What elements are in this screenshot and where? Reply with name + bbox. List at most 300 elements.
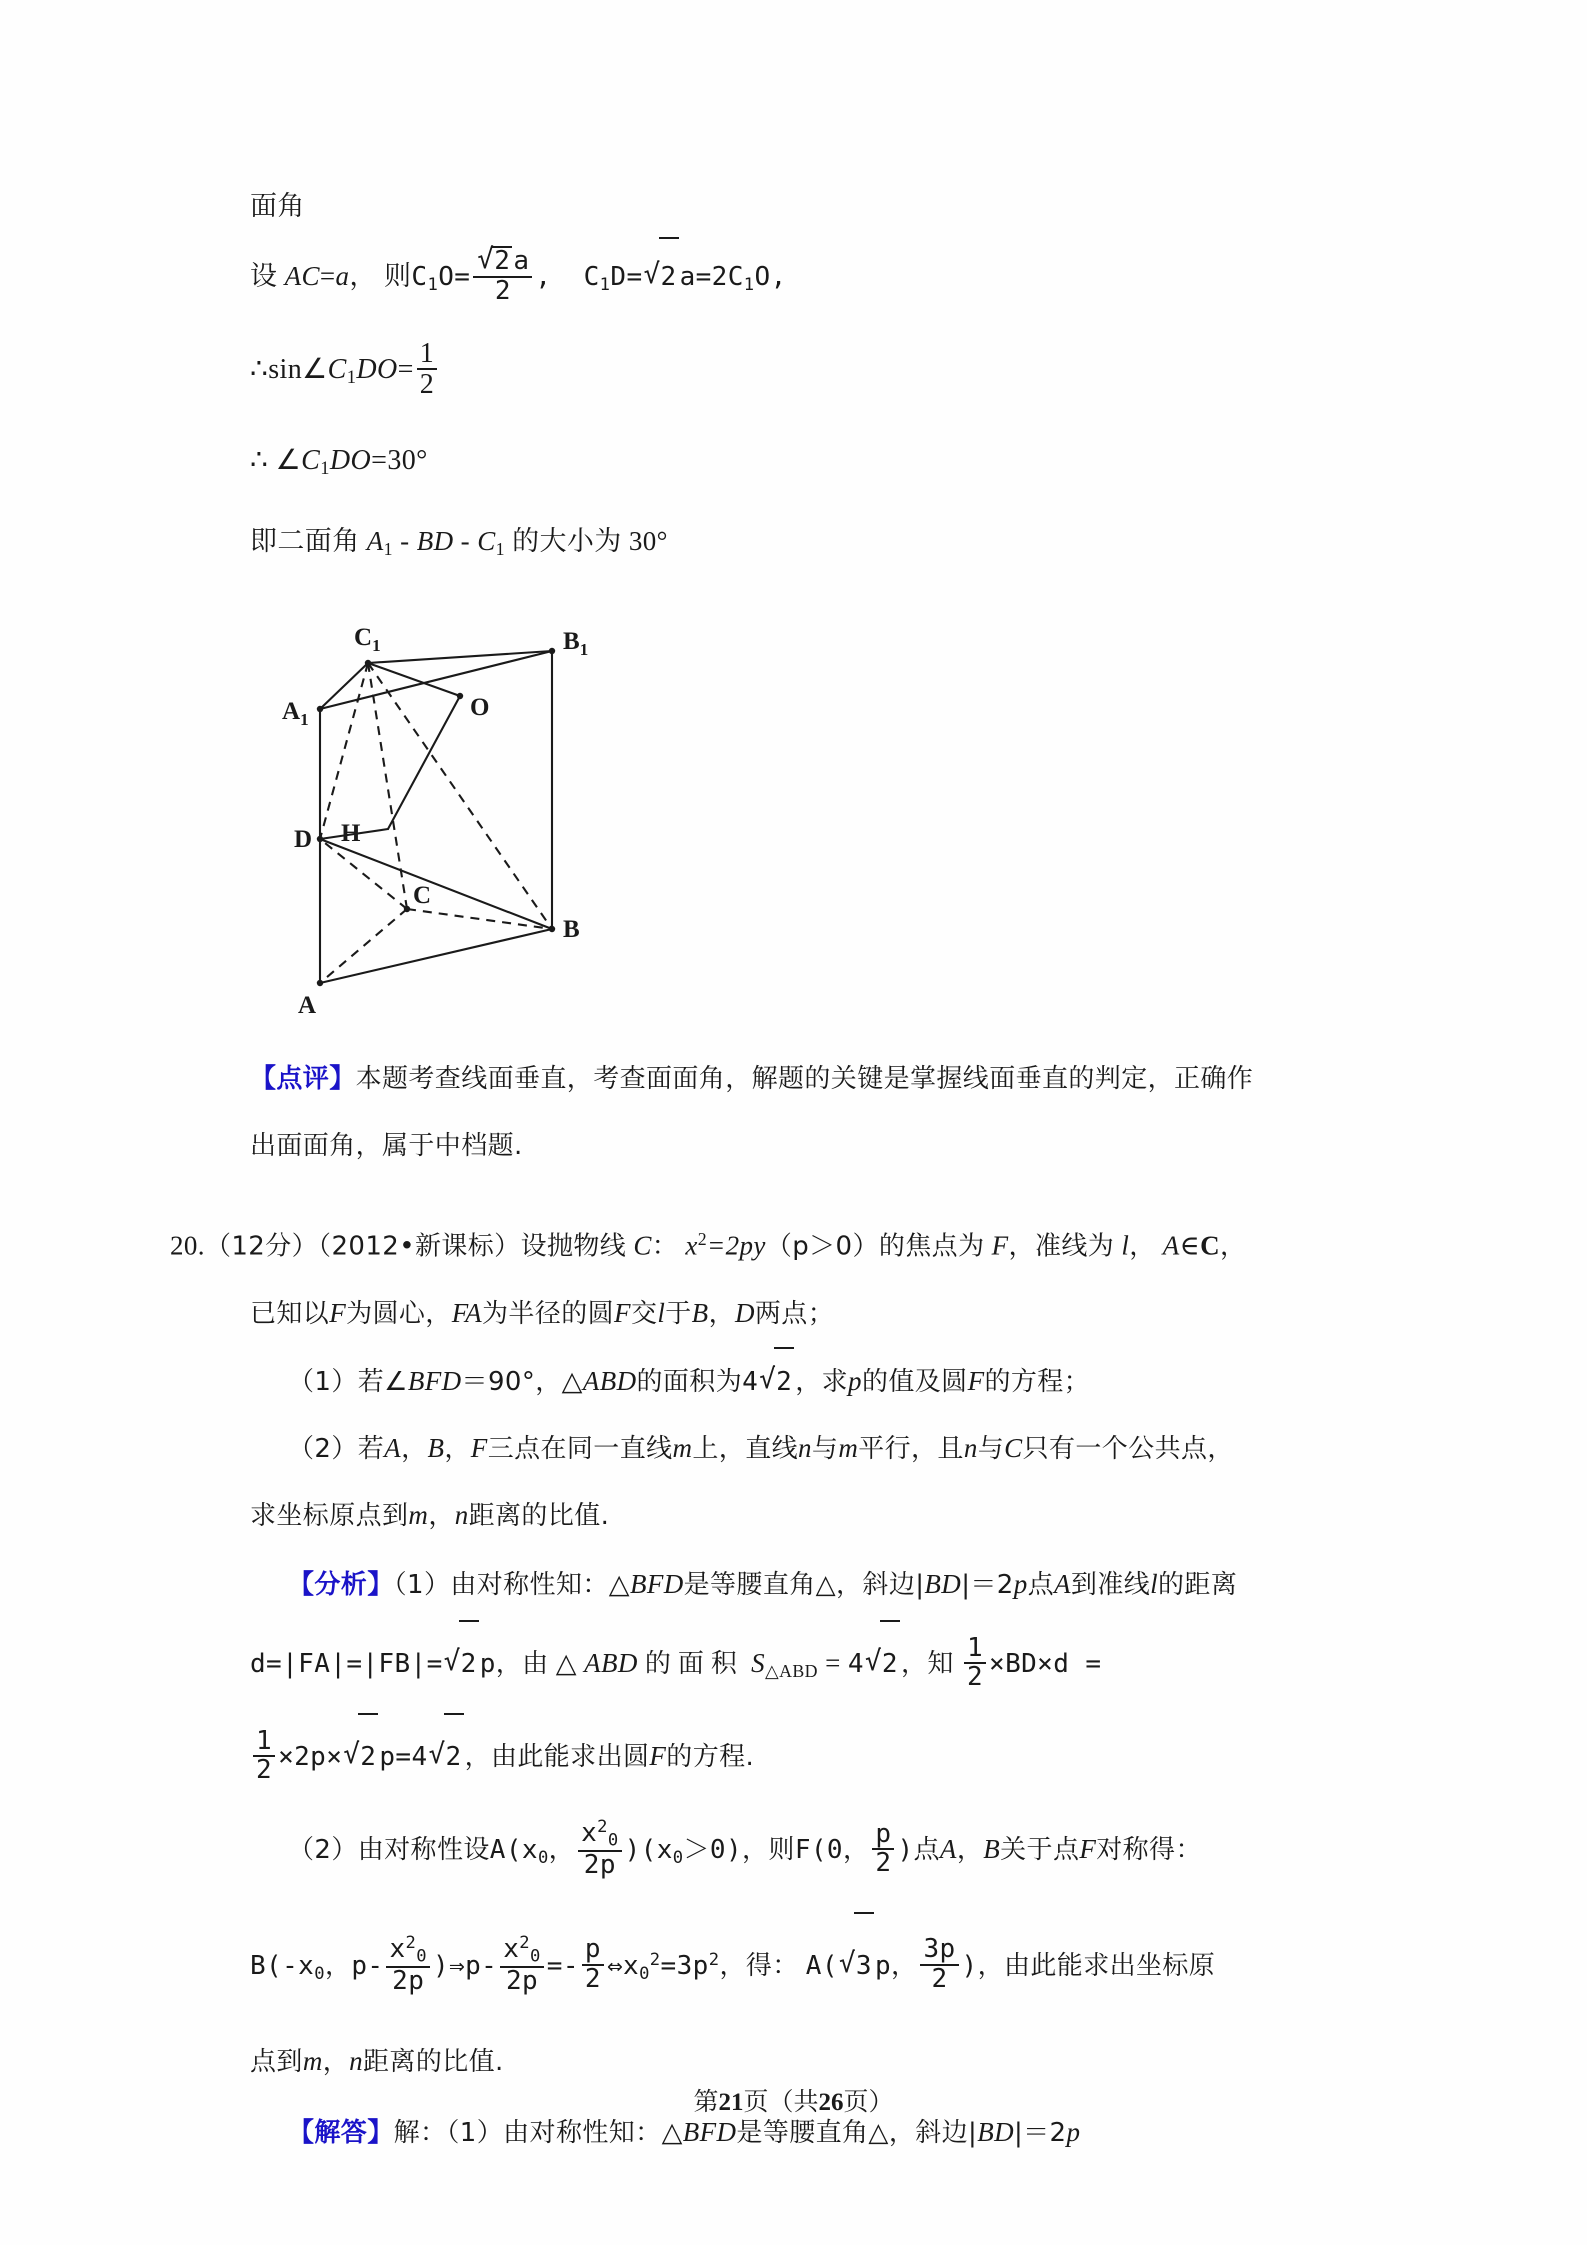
var-set-c: C bbox=[1200, 1230, 1220, 1261]
analysis-text-3: |＝2 bbox=[961, 1570, 1014, 1601]
fn-sin: sin bbox=[268, 353, 303, 385]
expr-A-open: A( bbox=[805, 1951, 838, 1982]
var-c-2: C bbox=[301, 444, 321, 476]
expr-b-comma: ， bbox=[324, 1951, 352, 1982]
triangle-icon-2: △ bbox=[608, 1569, 630, 1600]
frac-numerator bbox=[473, 246, 532, 275]
eq-neg: =- bbox=[546, 1951, 579, 1982]
var-ac: AC bbox=[284, 261, 320, 291]
frac-x0sq-over-2p-2 bbox=[386, 1934, 430, 1995]
therefore-icon: ∴ bbox=[250, 353, 269, 385]
var-bd: BD bbox=[416, 526, 454, 557]
eq-sign-2: = bbox=[397, 353, 414, 385]
sqrt-icon-4 bbox=[444, 1620, 479, 1706]
sub1-text-6: 的方程； bbox=[984, 1367, 1091, 1398]
comma-A-B: ， bbox=[956, 1835, 984, 1866]
expr-point-b-derivation bbox=[250, 1933, 720, 1996]
analysis-text-5: 到准线 bbox=[1070, 1570, 1151, 1601]
stem-text-3: ，准线为 bbox=[1008, 1231, 1115, 1262]
frac-sqrt2a-over-2 bbox=[473, 246, 532, 305]
var-A-5: A bbox=[939, 1834, 957, 1865]
sub2-line2-text-1: 求坐标原点到 bbox=[250, 1501, 409, 1532]
frac-den-2: 2 bbox=[964, 1662, 986, 1691]
triangle-icon: △ bbox=[561, 1366, 583, 1397]
footer-page-number: 21 bbox=[718, 2089, 744, 2116]
frac-den-9: 2 bbox=[920, 1964, 958, 1993]
edge-c-d-dashed bbox=[320, 839, 407, 909]
analysis-text-14: 对称得： bbox=[1096, 1835, 1202, 1866]
var-x-7: x bbox=[623, 1951, 640, 1982]
edge-c1-c-dashed bbox=[368, 663, 407, 909]
expr-d-fa-fb bbox=[250, 1649, 496, 1679]
expr-p-eq-4: p=4 bbox=[379, 1742, 428, 1773]
var-b-pt: B bbox=[691, 1298, 709, 1329]
sub1-text-1: 若∠ bbox=[357, 1367, 408, 1398]
frac-den-6: 2p bbox=[386, 1966, 430, 1995]
sup-2c: 2 bbox=[405, 1933, 417, 1954]
dash-2: - bbox=[460, 526, 471, 557]
sub-0: 0 bbox=[607, 1831, 619, 1852]
var-l-3: l bbox=[1150, 1569, 1159, 1600]
frac-den-5: 2 bbox=[872, 1848, 894, 1877]
expr-c1d-end: O, bbox=[754, 262, 787, 292]
frac-x0sq-over-2p bbox=[578, 1818, 622, 1879]
var-b-3: B bbox=[427, 1433, 445, 1464]
sep-comma: , bbox=[535, 262, 552, 292]
value-30deg-2: 30° bbox=[628, 526, 668, 557]
vertex-c bbox=[404, 906, 410, 912]
var-n: n bbox=[798, 1433, 812, 1464]
var-bd-3: BD bbox=[977, 2116, 1014, 2147]
sqrt-radicand-7: 2 bbox=[444, 1713, 464, 1799]
var-x-4: x bbox=[581, 1818, 598, 1849]
sub-0c: 0 bbox=[530, 1946, 541, 1967]
frac-denominator: 2 bbox=[473, 276, 532, 305]
sub2-line2-text-2: 距离的比值. bbox=[468, 1501, 610, 1532]
label-o: O bbox=[470, 694, 490, 722]
var-m: m bbox=[672, 1433, 693, 1464]
var-bd-2: BD bbox=[924, 1569, 962, 1600]
sup-2: 2 bbox=[697, 1229, 708, 1250]
expr-c1o bbox=[411, 246, 787, 306]
var-l-2: l bbox=[657, 1298, 666, 1329]
var-fa: FA bbox=[451, 1298, 483, 1329]
sub-0b: 0 bbox=[416, 1946, 427, 1967]
var-c1: C bbox=[477, 526, 496, 557]
sub1-label: （1） bbox=[288, 1367, 358, 1398]
var-a1: A bbox=[366, 526, 384, 557]
expr-c1o-sub: 1 bbox=[427, 274, 439, 295]
expr-a-close-sub: 0 bbox=[672, 1848, 684, 1869]
comma-a-b: ， bbox=[401, 1434, 428, 1465]
frac-num-5: p bbox=[875, 1818, 892, 1849]
expr-gt-0: ＞0)，则 bbox=[683, 1835, 795, 1866]
expr-a-close: )(x bbox=[624, 1835, 673, 1866]
frac-3p-over-2 bbox=[920, 1936, 958, 1993]
frac-one-half bbox=[417, 339, 437, 400]
vertex-d bbox=[317, 836, 323, 842]
label-d: D bbox=[294, 826, 313, 854]
frac-num-9: 3p bbox=[923, 1934, 956, 1965]
edge-c1-d-dashed bbox=[320, 663, 368, 839]
expr-4sqrt2-b bbox=[848, 1649, 901, 1679]
var-p-2: p bbox=[1013, 1569, 1028, 1600]
stem2-text-1: 已知以 bbox=[250, 1299, 330, 1330]
label-ze: 则 bbox=[383, 261, 412, 291]
expr-c1d-sub2: 1 bbox=[743, 274, 755, 295]
sqrt-radicand-5: 2 bbox=[880, 1620, 900, 1706]
analysis-text-16: ，由此能求出坐标原 bbox=[977, 1951, 1216, 1982]
eq-sign-4: = bbox=[825, 1648, 841, 1679]
vertex-a bbox=[317, 980, 323, 986]
analysis-sub2-label: （2） bbox=[288, 1835, 358, 1866]
expr-f-close: )点 bbox=[897, 1835, 940, 1866]
expr-b-sub: 0 bbox=[314, 1963, 325, 1984]
area-coef-2: 4 bbox=[847, 1649, 864, 1680]
comma-m-n-2: ， bbox=[322, 2046, 350, 2077]
expr-c1o-c: C bbox=[411, 262, 428, 292]
question-score: （12分） bbox=[204, 1231, 319, 1262]
var-curve-c: C bbox=[633, 1230, 652, 1261]
analysis-text-15: ，得： bbox=[719, 1951, 799, 1982]
var-a-3: A bbox=[384, 1433, 402, 1464]
var-bfd-2: BFD bbox=[629, 1569, 684, 1600]
var-n-4: n bbox=[349, 2045, 364, 2076]
comment-tag: 【点评】 bbox=[250, 1064, 356, 1095]
sqrt-icon-5 bbox=[865, 1620, 900, 1706]
analysis-text-10: ，由此能求出圆 bbox=[464, 1742, 650, 1773]
edge-a-b bbox=[320, 929, 552, 983]
analysis-text-9: ，知 bbox=[900, 1649, 954, 1680]
expr-c1d-c: C bbox=[583, 262, 600, 292]
comma-1: ， bbox=[349, 261, 377, 291]
sub2-text-3: 上，直线 bbox=[692, 1434, 799, 1465]
eq-sign: = bbox=[319, 261, 336, 291]
expr-4sqrt2 bbox=[742, 1367, 795, 1397]
expr-A-close: ) bbox=[961, 1951, 978, 1982]
page-footer bbox=[0, 2082, 1587, 2118]
vertex-c1 bbox=[365, 660, 371, 666]
sqrt-radicand: 2 bbox=[494, 246, 511, 277]
answer-text-3: |＝2 bbox=[1013, 2117, 1067, 2148]
expr-p-minus: p- bbox=[351, 1951, 384, 1982]
label-she: 设 bbox=[250, 261, 278, 291]
comma-m-n: ， bbox=[428, 1501, 455, 1532]
frac-num-4 bbox=[578, 1818, 622, 1850]
comma-bd: ， bbox=[708, 1299, 735, 1330]
stem2-text-5: 于 bbox=[665, 1299, 692, 1330]
var-n-2: n bbox=[963, 1433, 978, 1464]
analysis-text-17: 点到 bbox=[250, 2046, 303, 2077]
footer-suffix: 页） bbox=[843, 2087, 894, 2116]
answer-text-2: 是等腰直角△，斜边| bbox=[736, 2117, 978, 2148]
analysis-text-12: 由对称性设 bbox=[357, 1835, 490, 1866]
expr-half-bd-d bbox=[961, 1632, 1102, 1692]
analysis-text-4: 点 bbox=[1027, 1570, 1055, 1601]
sqrt-icon-6 bbox=[343, 1713, 378, 1799]
frac-p-over-2-b bbox=[582, 1936, 604, 1993]
sqrt-icon bbox=[477, 246, 512, 275]
solution-line-conclusion bbox=[250, 505, 1370, 585]
var-a-4: A bbox=[1054, 1569, 1071, 1600]
stem2-text-6: 两点； bbox=[754, 1299, 835, 1330]
analysis-text-18: 距离的比值. bbox=[363, 2046, 504, 2077]
var-f-eq: F bbox=[967, 1366, 985, 1397]
implies-icon: ⇒ bbox=[449, 1951, 466, 1982]
text-mianjiao: 面角 bbox=[250, 191, 305, 221]
analysis-sub1-label: （1） bbox=[393, 1570, 451, 1601]
dash-1: - bbox=[400, 526, 410, 557]
area-coef: 4 bbox=[742, 1367, 759, 1398]
question-20 bbox=[170, 1205, 1370, 1549]
sub1-text-4: ，求 bbox=[795, 1367, 849, 1398]
expr-point-a bbox=[489, 1817, 940, 1881]
question-number: 20. bbox=[170, 1230, 205, 1261]
eq-sign-3: = bbox=[371, 444, 388, 476]
expr-c1d-tail: a=2C bbox=[679, 262, 744, 292]
therefore-icon-2: ∴ bbox=[250, 444, 269, 476]
text-conclusion-prefix: 即二面角 bbox=[250, 526, 360, 557]
sub2-text-7: 只有一个公共点， bbox=[1022, 1434, 1234, 1465]
prism-diagram bbox=[280, 591, 740, 1041]
var-m-4: m bbox=[302, 2045, 323, 2076]
expr-bd-d: ×BD×d = bbox=[989, 1649, 1102, 1680]
var-bfd: BFD bbox=[407, 1366, 462, 1397]
frac-num-8: p bbox=[584, 1934, 601, 1965]
analysis-line-4 bbox=[250, 1799, 1370, 1908]
var-d-pt: D bbox=[734, 1298, 755, 1329]
footer-mid: 页（共 bbox=[743, 2087, 819, 2116]
analysis-tag: 【分析】 bbox=[288, 1570, 394, 1601]
analysis-text-2: 是等腰直角△，斜边| bbox=[683, 1570, 925, 1601]
frac-half-2 bbox=[964, 1632, 986, 1692]
expr-b-close: ) bbox=[433, 1951, 450, 1982]
comment-line-1 bbox=[250, 1045, 1370, 1112]
label-a1: $A_1$ bbox=[282, 698, 309, 730]
frac-den-3: 2 bbox=[253, 1755, 275, 1784]
stem2-text-2: 为圆心， bbox=[346, 1299, 452, 1330]
sqrt-radicand-3: 2 bbox=[774, 1347, 794, 1415]
answer-tag: 【解答】 bbox=[288, 2117, 394, 2148]
comment-text-1: 本题考查线面垂直，考查面面角，解题的关键是掌握线面垂直的判定，正确作 bbox=[355, 1064, 1254, 1095]
var-bfd-3: BFD bbox=[682, 2116, 737, 2147]
label-c1: $C_1$ bbox=[354, 624, 381, 656]
var-do: DO bbox=[356, 353, 398, 385]
analysis-text-11: 的方程. bbox=[666, 1742, 755, 1773]
analysis-line-3 bbox=[250, 1713, 1370, 1799]
frac-num-7 bbox=[500, 1934, 544, 1966]
sub2-text-6: 与 bbox=[977, 1434, 1005, 1465]
sub1-text-3: 的面积为 bbox=[636, 1367, 743, 1398]
var-c-3: C bbox=[1004, 1433, 1023, 1464]
page-content bbox=[170, 175, 1370, 2168]
colon-1: ： bbox=[651, 1231, 679, 1262]
sub2-label: （2） bbox=[288, 1434, 358, 1465]
var-directrix-l: l bbox=[1121, 1230, 1130, 1261]
sqrt-icon-8 bbox=[839, 1912, 874, 2018]
iff-icon: ⇔ bbox=[606, 1951, 623, 1982]
var-do-2: DO bbox=[329, 444, 372, 476]
question-20-sub2-line-1 bbox=[250, 1415, 1370, 1482]
var-s: S bbox=[751, 1648, 765, 1679]
vertex-a1 bbox=[317, 706, 323, 712]
expr-d-tail: p bbox=[479, 1649, 496, 1680]
frac-num-6 bbox=[386, 1934, 430, 1966]
question-20-sub2-line-2 bbox=[250, 1482, 1370, 1549]
question-20-sub1 bbox=[250, 1347, 1370, 1415]
frac-half-3 bbox=[253, 1725, 275, 1785]
analysis-text-6: 的距离 bbox=[1158, 1570, 1238, 1601]
sub2-text-2: 三点在同一直线 bbox=[487, 1434, 673, 1465]
frac-x0sq-over-2p-3 bbox=[500, 1934, 544, 1995]
sqrt-icon-3 bbox=[759, 1347, 794, 1415]
analysis-line-2 bbox=[250, 1620, 1370, 1713]
value-30deg: 30° bbox=[387, 444, 428, 476]
stem2-text-4: 交 bbox=[630, 1299, 658, 1330]
expr-a-sub: 0 bbox=[537, 1848, 549, 1869]
expr-times-2p: ×2p× bbox=[278, 1742, 343, 1773]
var-x-5: x bbox=[389, 1934, 406, 1964]
solution-line-angle-value bbox=[250, 423, 1370, 505]
sub-0d: 0 bbox=[639, 1963, 650, 1984]
expr-p-comma: p， bbox=[874, 1951, 918, 1982]
stem2-text-3: 为半径的圆 bbox=[482, 1299, 615, 1330]
analysis-text-7: ，由 bbox=[495, 1649, 549, 1680]
expr-f-open: F(0， bbox=[794, 1835, 870, 1866]
edge-c-b-dashed bbox=[407, 909, 552, 929]
var-c1-sub: 1 bbox=[495, 539, 505, 560]
frac-den-7: 2p bbox=[500, 1966, 544, 1995]
sup-2e: 2 bbox=[649, 1950, 661, 1971]
label-b1: $B_1$ bbox=[563, 628, 589, 660]
comma-b-f: ， bbox=[444, 1434, 471, 1465]
expr-2py: =2py bbox=[707, 1230, 766, 1261]
sub2-text-1: 若 bbox=[357, 1434, 385, 1465]
question-20-stem-line-1 bbox=[170, 1205, 1370, 1280]
var-c-sub: 1 bbox=[346, 366, 357, 387]
sub1-text-5: 的值及圆 bbox=[861, 1367, 968, 1398]
expr-p-minus-2: p- bbox=[465, 1951, 498, 1982]
sup-2d: 2 bbox=[519, 1933, 531, 1954]
sup-2b: 2 bbox=[597, 1817, 608, 1838]
expr-angle-c1do-30 bbox=[250, 444, 428, 479]
edge-o-h bbox=[388, 696, 460, 829]
edge-c1-b-dashed bbox=[368, 663, 552, 929]
label-b: B bbox=[563, 916, 580, 944]
edge-c1-o bbox=[368, 663, 460, 696]
vertex-b bbox=[549, 926, 555, 932]
frac-den: 2 bbox=[417, 368, 437, 399]
var-x: x bbox=[685, 1230, 698, 1261]
solution-line-set-ac bbox=[250, 237, 1370, 323]
sub1-text-2: ＝90°， bbox=[461, 1367, 562, 1398]
expr-a-comma: ， bbox=[548, 1835, 576, 1866]
var-x-6: x bbox=[503, 1934, 520, 1964]
triangle-icon-3: △ bbox=[555, 1648, 577, 1679]
comment-text-2: 出面面角，属于中档题. bbox=[250, 1131, 523, 1162]
frac-num-3: 1 bbox=[256, 1725, 273, 1756]
expr-c1d-rest: D= bbox=[610, 262, 643, 292]
var-focus-f: F bbox=[991, 1230, 1009, 1261]
var-f-circle: F bbox=[614, 1298, 631, 1329]
sqrt-radicand-2: 2 bbox=[659, 237, 679, 315]
frac-num-2: 1 bbox=[966, 1632, 984, 1663]
frac-num-tail: a bbox=[513, 246, 530, 277]
answer-text-1: 解：（1）由对称性知： bbox=[393, 2117, 662, 2148]
var-p-3: p bbox=[1066, 2116, 1081, 2147]
var-f-3: F bbox=[470, 1433, 488, 1464]
expr-point-a-result bbox=[805, 1934, 978, 1994]
frac-den-8: 2 bbox=[582, 1964, 604, 1993]
var-c: C bbox=[327, 353, 347, 385]
expr-a-open: A(x bbox=[489, 1835, 538, 1866]
vertex-b1 bbox=[549, 648, 555, 654]
footer-prefix: 第 bbox=[693, 2087, 719, 2116]
var-p: p bbox=[848, 1366, 862, 1397]
footer-total-pages: 26 bbox=[818, 2089, 844, 2116]
analysis-text-1: 由对称性知： bbox=[450, 1570, 609, 1601]
expr-sin-c1do bbox=[250, 337, 440, 401]
sqrt-icon-7 bbox=[429, 1713, 464, 1799]
frac-den-4: 2p bbox=[578, 1850, 622, 1879]
stem-text-1: 设抛物线 bbox=[520, 1231, 627, 1262]
sqrt-icon-2 bbox=[644, 237, 679, 315]
stem-text-4: ， bbox=[1129, 1231, 1156, 1262]
sqrt-radicand-6: 2 bbox=[358, 1713, 378, 1799]
edge-a1-b1 bbox=[320, 651, 552, 709]
edge-d-b bbox=[320, 839, 552, 929]
label-c: C bbox=[413, 882, 432, 910]
cond-p-gt-0: （p＞0） bbox=[765, 1231, 879, 1262]
var-abd: ABD bbox=[582, 1366, 637, 1397]
var-a: a bbox=[335, 261, 350, 291]
var-point-a: A bbox=[1162, 1230, 1180, 1261]
expr-b-open: B(-x bbox=[250, 1951, 315, 1982]
expr-c1d-sub: 1 bbox=[599, 274, 611, 295]
analysis-text-8: 的面积 bbox=[644, 1649, 744, 1680]
angle-icon-2: ∠ bbox=[275, 444, 302, 476]
var-F-5: F bbox=[1079, 1834, 1097, 1865]
question-source: （2012•新课标） bbox=[318, 1231, 521, 1262]
var-a1-sub: 1 bbox=[383, 539, 393, 560]
question-20-stem-line-2 bbox=[250, 1280, 1370, 1347]
sqrt-radicand-4: 2 bbox=[459, 1620, 479, 1706]
prism-diagram-svg bbox=[280, 591, 740, 1041]
var-f-center: F bbox=[329, 1298, 347, 1329]
analysis-text-13: 关于点 bbox=[1000, 1835, 1080, 1866]
var-f-4: F bbox=[649, 1741, 667, 1772]
sub2-text-5: 平行，且 bbox=[858, 1434, 964, 1465]
comma-end: ， bbox=[1219, 1231, 1247, 1262]
frac-p-over-2 bbox=[872, 1818, 894, 1878]
analysis-line-1 bbox=[250, 1549, 1370, 1620]
var-m-2: m bbox=[838, 1433, 859, 1464]
sup-2f: 2 bbox=[708, 1950, 720, 1971]
sqrt-radicand-8: 3 bbox=[854, 1912, 874, 2018]
sub2-text-4: 与 bbox=[811, 1434, 839, 1465]
var-abd-2: ABD bbox=[584, 1648, 638, 1679]
label-h: H bbox=[341, 820, 361, 848]
vertex-o bbox=[457, 693, 463, 699]
var-n-3: n bbox=[454, 1500, 469, 1531]
var-s-sub: △ABD bbox=[764, 1661, 818, 1682]
var-c-sub-2: 1 bbox=[320, 458, 330, 479]
label-a: A bbox=[298, 992, 317, 1020]
expr-c1o-rest: O= bbox=[438, 262, 471, 292]
stem-text-2: 的焦点为 bbox=[878, 1231, 985, 1262]
solution-line-mianjiao bbox=[250, 175, 1370, 237]
element-of-icon: ∈ bbox=[1179, 1230, 1201, 1261]
